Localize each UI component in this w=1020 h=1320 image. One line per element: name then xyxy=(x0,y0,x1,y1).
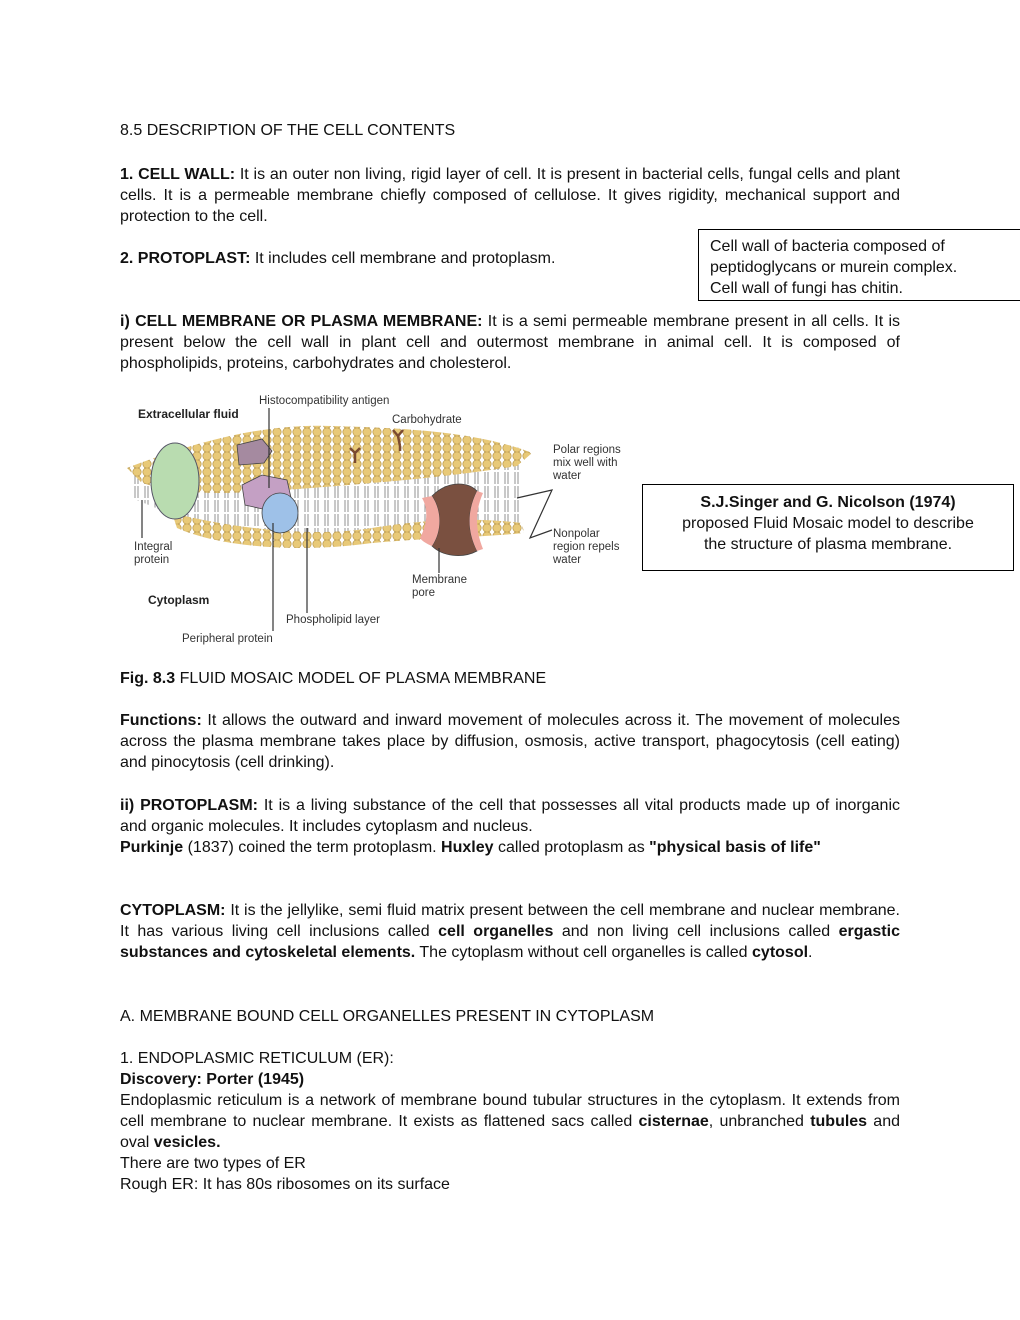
functions-paragraph xyxy=(120,710,900,773)
protoplasm-paragraph xyxy=(120,795,900,837)
bold-text: cytosol xyxy=(752,944,809,961)
text-run: (1837) coined the term protoplasm. xyxy=(183,839,442,856)
label-histocompatibility-antigen: Histocompatibility antigen xyxy=(259,395,390,407)
section-a-heading xyxy=(120,1006,900,1027)
bold-text: 1. CELL WALL: xyxy=(120,166,236,183)
text-run: It allows the outward and inward movement of molecules across it. The movement of molecules across the plasma membrane takes place by diffusion, osmosis, active transport, phagocytosis (cell eating) and pinocytosis (cell drinking). xyxy=(120,712,900,771)
bold-text: tubules xyxy=(810,1113,868,1130)
callout-line: Cell wall of bacteria composed of xyxy=(710,238,945,255)
callout-line: proposed Fluid Mosaic model to describe xyxy=(682,515,974,532)
text-run: It is a living substance of the cell that possesses all vital products made up of inorganic and organic molecules. It includes cytoplasm and nucleus. xyxy=(120,797,901,835)
er-discovery xyxy=(120,1069,900,1090)
label-membrane-pore: Membrane pore xyxy=(412,574,467,599)
label-cytoplasm: Cytoplasm xyxy=(148,593,210,607)
integral-protein-shape xyxy=(151,443,199,519)
label-nonpolar-region: Nonpolar region repels water xyxy=(553,528,620,566)
peripheral-protein-shape xyxy=(262,493,298,533)
figure-caption xyxy=(120,668,900,689)
singer-nicolson-callout xyxy=(642,484,1014,571)
bold-text: ii) PROTOPLASM: xyxy=(120,797,258,814)
bold-text: Functions: xyxy=(120,712,202,729)
cell-wall-callout xyxy=(698,229,1020,301)
protoplast-paragraph xyxy=(120,248,680,269)
purkinje-paragraph xyxy=(120,837,900,858)
label-peripheral-protein: Peripheral protein xyxy=(182,633,273,645)
cell-membrane-paragraph xyxy=(120,311,900,374)
callout-title: S.J.Singer and G. Nicolson (1974) xyxy=(700,494,956,511)
text-run: The cytoplasm without cell organelles is called xyxy=(415,944,753,961)
text-run: FLUID MOSAIC MODEL OF PLASMA MEMBRANE xyxy=(175,670,547,687)
label-polar-regions: Polar regions mix well with water xyxy=(553,444,621,482)
text-run: There are two types of ER xyxy=(120,1155,306,1172)
callout-line: Cell wall of fungi has chitin. xyxy=(710,280,903,297)
bold-text: "physical basis of life" xyxy=(649,839,821,856)
label-integral-protein: Integral protein xyxy=(134,541,173,566)
bold-text: Huxley xyxy=(441,839,494,856)
label-phospholipid-layer: Phospholipid layer xyxy=(286,614,380,626)
text-run: called protoplasm as xyxy=(493,839,650,856)
bold-text: cell organelles xyxy=(438,923,554,940)
bold-text: i) CELL MEMBRANE OR PLASMA MEMBRANE: xyxy=(120,313,483,330)
callout-line: peptidoglycans or murein complex. xyxy=(710,259,958,276)
cytoplasm-paragraph xyxy=(120,900,900,963)
text-run: It is an outer non living, rigid layer of cell. It is present in bacterial cells, fungal cells and plant cells. It is a permeable membrane chiefly composed of cellulose. It gives rigidity, mechanical support and protection to the cell. xyxy=(120,166,900,225)
fluid-mosaic-figure xyxy=(112,388,642,653)
text-run: Rough ER: It has 80s ribosomes on its surface xyxy=(120,1176,450,1193)
text-run: and non living cell inclusions called xyxy=(553,923,839,940)
text-run: 1. ENDOPLASMIC RETICULUM (ER): xyxy=(120,1050,394,1067)
bold-text: cisternae xyxy=(638,1113,709,1130)
text-run: and oval xyxy=(120,1113,900,1151)
callout-line: the structure of plasma membrane. xyxy=(703,536,953,553)
rough-er xyxy=(120,1174,900,1195)
text-run: . xyxy=(808,944,813,961)
er-description xyxy=(120,1090,900,1153)
text-run: It is the jellylike, semi fluid matrix present between the cell membrane and nuclear membrane. It has various living cell inclusions called xyxy=(120,902,900,940)
text-run: , unbranched xyxy=(708,1113,811,1130)
text-run: A. MEMBRANE BOUND CELL ORGANELLES PRESENT IN CYTOPLASM xyxy=(120,1008,655,1025)
bold-text: Discovery: Porter (1945) xyxy=(120,1071,305,1088)
label-carbohydrate: Carbohydrate xyxy=(392,414,462,426)
cell-wall-paragraph xyxy=(120,164,900,227)
bold-text: ergastic substances and cytoskeletal elements. xyxy=(120,923,900,961)
bold-text: Fig. 8.3 xyxy=(120,670,176,687)
section-heading: 8.5 DESCRIPTION OF THE CELL CONTENTS xyxy=(120,122,456,139)
bold-text: vesicles. xyxy=(153,1134,221,1151)
label-extracellular-fluid: Extracellular fluid xyxy=(138,407,239,421)
text-run: Endoplasmic reticulum is a network of membrane bound tubular structures in the cytoplasm. It extends from cell membrane to nuclear membrane. It exists as flattened sacs called xyxy=(120,1092,900,1130)
er-types xyxy=(120,1153,900,1174)
bold-text: Purkinje xyxy=(120,839,184,856)
bold-text: 2. PROTOPLAST: xyxy=(120,250,251,267)
text-run: It includes cell membrane and protoplasm. xyxy=(250,250,556,267)
text-run: It is a semi permeable membrane present in all cells. It is present below the cell wall in plant cell and outermost membrane in animal cell. It is composed of phospholipids, proteins, carbohydrates and cholesterol. xyxy=(120,313,900,372)
bold-text: CYTOPLASM: xyxy=(120,902,226,919)
er-heading xyxy=(120,1048,900,1069)
